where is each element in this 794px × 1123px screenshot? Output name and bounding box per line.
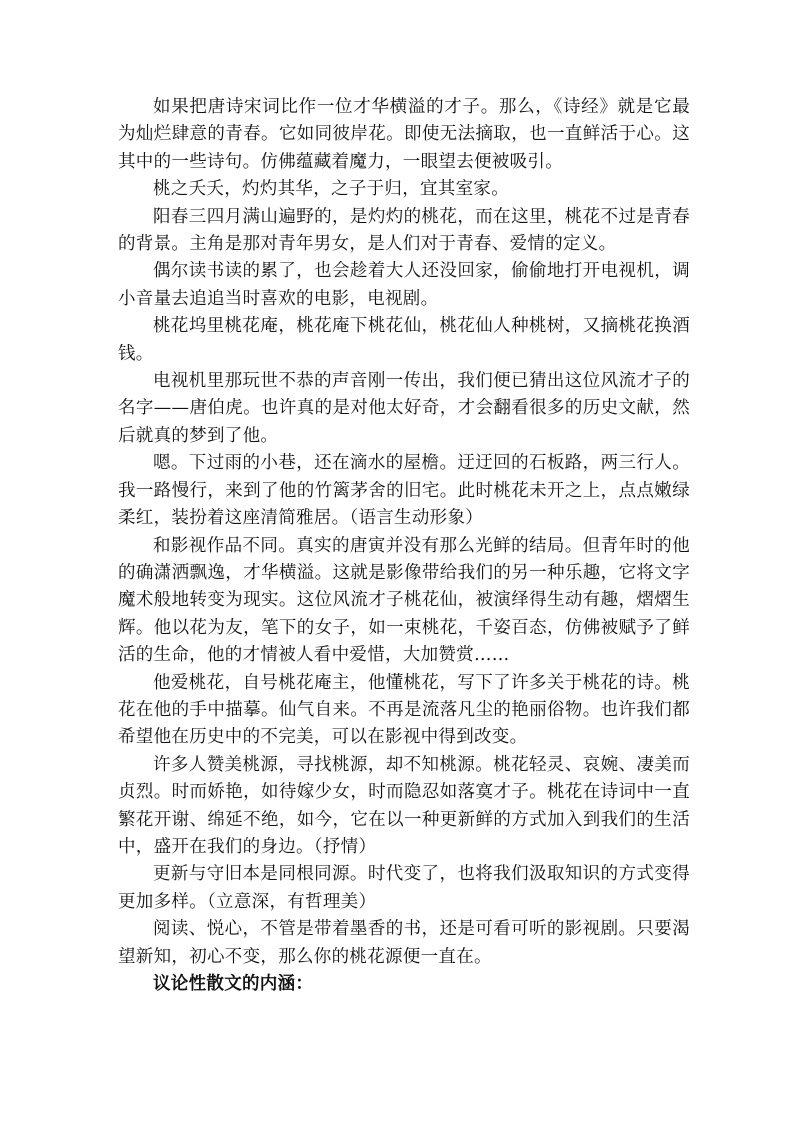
paragraph-1: 如果把唐诗宋词比作一位才华横溢的才子。那么，《诗经》就是它最为灿烂肆意的青春。它如同彼岸花。即使无法摘取，也一直鲜活于心。这其中的一些诗句。仿佛蕴藏着魔力，一眼望去便被吸引。 [118,97,690,172]
paragraph-9: 他爱桃花，自号桃花庵主，他懂桃花，写下了许多关于桃花的诗。桃花在他的手中描摹。仙气自来。不再是流落凡尘的艳丽俗物。也许我们都希望他在历史中的不完美，可以在影视中得到改变。 [118,672,690,748]
paragraph-2-quote: 桃之夭夭，灼灼其华，之子于归，宜其室家。 [153,179,509,200]
paragraph-12: 阅读、悦心，不管是带着墨香的书，还是可看可听的影视剧。只要渴望新知，初心不变，那么你的桃花源便一直在。 [118,919,690,967]
paragraph-4: 偶尔读书读的累了，也会趁着大人还没回家，偷偷地打开电视机，调小音量去追追当时喜欢的电影，电视剧。 [118,261,690,309]
section-heading: 议论性散文的内涵： [153,974,314,994]
essay-body [118,94,690,998]
paragraph-3: 阳春三四月满山遍野的，是灼灼的桃花，而在这里，桃花不过是青春的背景。主角是那对青年男女，是人们对于青春、爱情的定义。 [118,206,690,255]
paragraph-8: 和影视作品不同。真实的唐寅并没有那么光鲜的结局。但青年时的他的确潇洒飘逸，才华横溢。这就是影像带给我们的另一种乐趣，它将文字魔术般地转变为现实。这位风流才子桃花仙，被演绎得生动有趣，熠熠生辉。他以花为友，笔下的女子，如一束桃花，千姿百态，仿佛被赋予了鲜活的生命，他的才情被人看中爱惜，大加赞赏…… [118,535,690,666]
paragraph-5-quote: 桃花坞里桃花庵，桃花庵下桃花仙，桃花仙人种桃树，又摘桃花换酒钱。 [118,316,690,364]
paragraph-6: 电视机里那玩世不恭的声音刚一传出，我们便已猜出这位风流才子的名字——唐伯虎。也许真的是对他太好奇，才会翻看很多的历史文献，然后就真的梦到了他。 [118,371,690,446]
paragraph-7: 嗯。下过雨的小巷，还在滴水的屋檐。迂迂回的石板路，两三行人。我一路慢行，来到了他的竹篱茅舍的旧宅。此时桃花未开之上，点点嫩绿柔红，装扮着这座清简雅居。（语言生动形象） [118,453,690,529]
paragraph-10: 许多人赞美桃源，寻找桃源，却不知桃源。桃花轻灵、哀婉、凄美而贞烈。时而娇艳，如待嫁少女，时而隐忍如落寞才子。桃花在诗词中一直繁花开谢、绵延不绝，如今，它在以一种更新鲜的方式加入到我们的生活中，盛开在我们的身边。（抒情） [118,754,690,857]
paragraph-11: 更新与守旧本是同根同源。时代变了，也将我们汲取知识的方式变得更加多样。（立意深，有哲理美） [118,864,690,912]
